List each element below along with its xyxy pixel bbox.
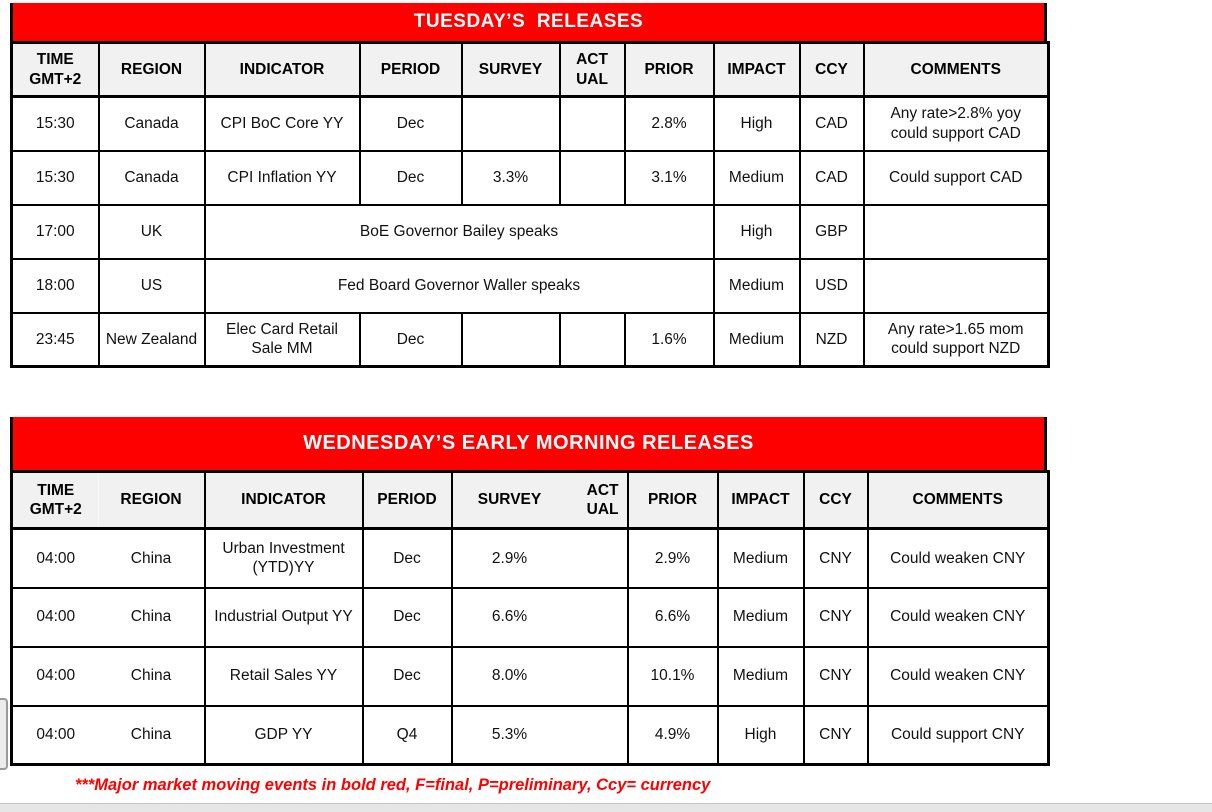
cell-prior: 2.8%	[625, 97, 714, 151]
cell-period: Dec	[360, 97, 462, 151]
cell-region: China	[99, 588, 205, 647]
cell-impact: Medium	[718, 588, 804, 647]
col-header-prior: PRIOR	[628, 472, 718, 529]
cell-survey: 6.6%	[452, 588, 628, 647]
cell-period: Dec	[363, 529, 452, 588]
cell-comments: Could weaken CNY	[868, 529, 1049, 588]
table-row	[12, 313, 1049, 367]
cell-indicator: Elec Card Retail Sale MM	[205, 313, 360, 367]
table-row	[12, 588, 1049, 647]
cell-impact: Medium	[714, 313, 800, 367]
cell-time: 04:00	[12, 706, 99, 765]
cell-impact: Medium	[718, 647, 804, 706]
cell-ccy: CAD	[800, 151, 864, 205]
cell-time: 15:30	[12, 97, 99, 151]
table-row	[12, 259, 1049, 313]
col-header-period: PERIOD	[360, 43, 462, 97]
cell-period: Dec	[360, 151, 462, 205]
col-header-time: TIME GMT+2	[12, 43, 99, 97]
table-row	[12, 205, 1049, 259]
cell-time: 04:00	[12, 588, 99, 647]
tuesday-title-bar: TUESDAY’S RELEASES	[10, 3, 1047, 41]
cell-region: US	[99, 259, 205, 313]
cell-time: 15:30	[12, 151, 99, 205]
col-header-region: REGION	[99, 472, 205, 529]
cell-region: New Zealand	[99, 313, 205, 367]
cell-actual	[560, 97, 625, 151]
cell-survey	[462, 313, 560, 367]
cell-prior: 3.1%	[625, 151, 714, 205]
cell-period: Dec	[363, 588, 452, 647]
cell-prior: 4.9%	[628, 706, 718, 765]
cell-ccy: CAD	[800, 97, 864, 151]
cell-comments	[864, 205, 1049, 259]
col-header-actual: ACT UAL	[586, 481, 619, 518]
cell-prior: 1.6%	[625, 313, 714, 367]
cell-time: 04:00	[12, 529, 99, 588]
tuesday-table	[10, 41, 1050, 368]
col-header-survey-actual	[452, 472, 628, 529]
col-header-period: PERIOD	[363, 472, 452, 529]
cell-impact: High	[714, 97, 800, 151]
cell-region: China	[99, 529, 205, 588]
cell-indicator: CPI Inflation YY	[205, 151, 360, 205]
cell-actual	[560, 151, 625, 205]
cell-ccy: NZD	[800, 313, 864, 367]
col-header-time: TIME GMT+2	[12, 472, 99, 529]
cell-impact: High	[718, 706, 804, 765]
cell-indicator: Urban Investment (YTD)YY	[205, 529, 363, 588]
cell-prior: 10.1%	[628, 647, 718, 706]
tuesday-releases-table	[10, 3, 1047, 368]
cell-comments: Could weaken CNY	[868, 588, 1049, 647]
table-row	[12, 97, 1049, 151]
cell-actual	[560, 313, 625, 367]
table-row	[12, 706, 1049, 765]
cell-region: Canada	[99, 97, 205, 151]
cell-time: 18:00	[12, 259, 99, 313]
cell-survey: 5.3%	[452, 706, 628, 765]
col-header-region: REGION	[99, 43, 205, 97]
cell-survey	[462, 97, 560, 151]
cell-impact: Medium	[714, 151, 800, 205]
cell-time: 23:45	[12, 313, 99, 367]
cell-comments: Could weaken CNY	[868, 647, 1049, 706]
cell-indicator: CPI BoC Core YY	[205, 97, 360, 151]
cell-ccy: CNY	[804, 529, 868, 588]
col-header-indicator: INDICATOR	[205, 472, 363, 529]
cell-event: Fed Board Governor Waller speaks	[205, 259, 714, 313]
col-header-indicator: INDICATOR	[205, 43, 360, 97]
col-header-actual: ACT UAL	[560, 43, 625, 97]
cell-region: China	[99, 706, 205, 765]
legend-note: ***Major market moving events in bold red, F=final, P=preliminary, Ccy= currency	[75, 776, 711, 794]
cell-period: Q4	[363, 706, 452, 765]
wednesday-header-row	[12, 472, 1049, 529]
col-header-ccy: CCY	[800, 43, 864, 97]
tuesday-header-row	[12, 43, 1049, 97]
cell-indicator: Retail Sales YY	[205, 647, 363, 706]
col-header-comments: COMMENTS	[864, 43, 1049, 97]
cell-period: Dec	[363, 647, 452, 706]
cell-prior: 2.9%	[628, 529, 718, 588]
cell-time: 04:00	[12, 647, 99, 706]
sidebar-handle[interactable]	[0, 698, 8, 770]
cell-impact: Medium	[718, 529, 804, 588]
cell-time: 17:00	[12, 205, 99, 259]
col-header-impact: IMPACT	[714, 43, 800, 97]
cell-survey: 3.3%	[462, 151, 560, 205]
cell-region: China	[99, 647, 205, 706]
cell-ccy: CNY	[804, 588, 868, 647]
cell-comments: Any rate>2.8% yoy could support CAD	[864, 97, 1049, 151]
col-header-prior: PRIOR	[625, 43, 714, 97]
col-header-impact: IMPACT	[718, 472, 804, 529]
cell-comments: Could support CNY	[868, 706, 1049, 765]
cell-region: Canada	[99, 151, 205, 205]
cell-indicator: GDP YY	[205, 706, 363, 765]
cell-ccy: CNY	[804, 706, 868, 765]
cell-indicator: Industrial Output YY	[205, 588, 363, 647]
cell-comments: Could support CAD	[864, 151, 1049, 205]
cell-ccy: CNY	[804, 647, 868, 706]
cell-period: Dec	[360, 313, 462, 367]
cell-event: BoE Governor Bailey speaks	[205, 205, 714, 259]
cell-region: UK	[99, 205, 205, 259]
wednesday-releases-table	[10, 417, 1047, 766]
cell-comments: Any rate>1.65 mom could support NZD	[864, 313, 1049, 367]
col-header-comments: COMMENTS	[868, 472, 1049, 529]
table-row	[12, 151, 1049, 205]
wednesday-title-bar: WEDNESDAY’S EARLY MORNING RELEASES	[10, 417, 1047, 470]
cell-prior: 6.6%	[628, 588, 718, 647]
table-row	[12, 529, 1049, 588]
cell-ccy: GBP	[800, 205, 864, 259]
col-header-ccy: CCY	[804, 472, 868, 529]
cell-comments	[864, 259, 1049, 313]
cell-impact: High	[714, 205, 800, 259]
cell-survey: 2.9%	[452, 529, 628, 588]
table-row	[12, 647, 1049, 706]
cell-survey: 8.0%	[452, 647, 628, 706]
cell-ccy: USD	[800, 259, 864, 313]
cell-impact: Medium	[714, 259, 800, 313]
col-header-survey: SURVEY	[462, 43, 560, 97]
wednesday-table	[10, 470, 1050, 766]
col-header-survey: SURVEY	[477, 491, 542, 509]
